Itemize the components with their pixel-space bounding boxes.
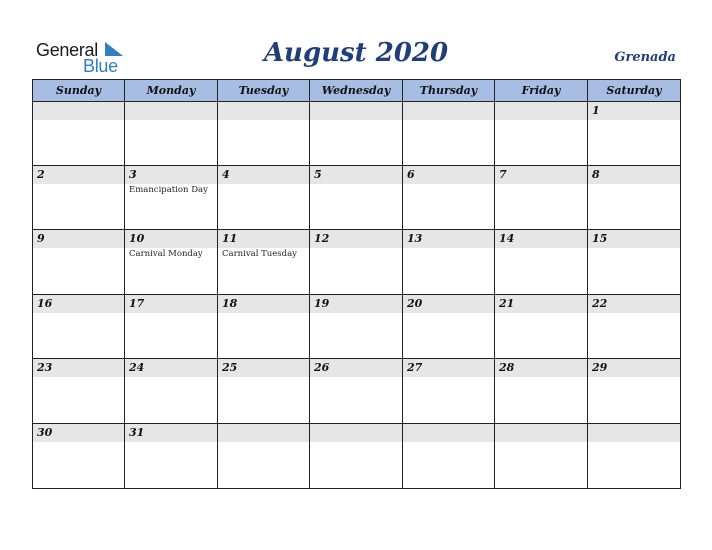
day-number-band: [403, 102, 494, 120]
day-number: 2: [37, 168, 45, 181]
weekday-header-thursday: Thursday: [403, 80, 495, 101]
day-number: 12: [314, 232, 330, 245]
logo-text-general: General: [36, 40, 98, 60]
day-cell: [403, 424, 495, 488]
day-cell: [495, 230, 588, 294]
day-cell: [33, 424, 125, 488]
day-number-band: [310, 166, 402, 184]
day-cell: [218, 166, 310, 229]
day-number-band: [33, 230, 124, 248]
day-number-band: [33, 102, 124, 120]
country-name: Grenada: [614, 50, 676, 65]
day-number: 17: [129, 297, 145, 310]
day-cell: [588, 166, 680, 229]
day-number-band: [218, 102, 309, 120]
day-cell: [33, 166, 125, 229]
day-cell: [588, 295, 680, 358]
holiday-label: Carnival Monday: [129, 249, 203, 259]
day-number: 10: [129, 232, 145, 245]
day-number: 21: [499, 297, 515, 310]
holiday-label: Emancipation Day: [129, 185, 208, 195]
day-cell: [403, 166, 495, 229]
day-number: 5: [314, 168, 322, 181]
day-number-band: [588, 102, 680, 120]
day-cell: [403, 359, 495, 423]
day-cell: [495, 102, 588, 165]
weekday-header-monday: Monday: [125, 80, 218, 101]
day-number-band: [588, 424, 680, 442]
calendar-title: August 2020: [263, 38, 449, 68]
day-number-band: [310, 424, 402, 442]
day-cell: [588, 359, 680, 423]
day-number-band: [218, 424, 309, 442]
weekday-header-friday: Friday: [495, 80, 588, 101]
day-cell: [125, 166, 218, 229]
day-number: 1: [592, 104, 600, 117]
day-number: 25: [222, 361, 238, 374]
day-cell: [495, 424, 588, 488]
day-number: 4: [222, 168, 230, 181]
day-cell: [218, 424, 310, 488]
weekday-header-saturday: Saturday: [606, 84, 662, 97]
day-cell: [310, 359, 403, 423]
day-number: 15: [592, 232, 608, 245]
day-number: 22: [592, 297, 608, 310]
day-cell: [125, 230, 218, 294]
day-cell: [588, 230, 680, 294]
day-number: 13: [407, 232, 423, 245]
day-cell: [310, 102, 403, 165]
day-cell: [33, 359, 125, 423]
day-number: 8: [592, 168, 600, 181]
week-row: [33, 359, 680, 424]
week-row: [33, 230, 680, 295]
day-cell: [218, 102, 310, 165]
day-number: 27: [407, 361, 423, 374]
day-number: 6: [407, 168, 415, 181]
day-cell: [403, 102, 495, 165]
day-number: 11: [222, 232, 238, 245]
day-cell: [33, 102, 125, 165]
week-row: [33, 424, 680, 488]
logo-text-blue: Blue: [83, 56, 118, 76]
weekday-header-tuesday: Tuesday: [218, 80, 310, 101]
day-number: 18: [222, 297, 238, 310]
day-number: 28: [499, 361, 515, 374]
weekday-header-row: [33, 80, 680, 102]
day-cell: [588, 424, 680, 488]
day-cell: [403, 230, 495, 294]
day-cell: [218, 230, 310, 294]
week-row: [33, 166, 680, 230]
day-number: 3: [129, 168, 137, 181]
day-number: 7: [499, 168, 507, 181]
weekday-header-wednesday: Wednesday: [310, 80, 403, 101]
week-row: [33, 102, 680, 166]
weekday-header-sunday: Sunday: [33, 80, 125, 101]
day-number-band: [125, 166, 217, 184]
day-cell: [33, 230, 125, 294]
day-number-band: [495, 424, 587, 442]
day-cell: [218, 359, 310, 423]
day-cell: [310, 230, 403, 294]
day-number: 29: [592, 361, 608, 374]
day-cell: [125, 295, 218, 358]
day-number-band: [495, 166, 587, 184]
day-number: 14: [499, 232, 515, 245]
holiday-label: Carnival Tuesday: [222, 249, 297, 259]
day-number: 16: [37, 297, 53, 310]
day-number-band: [403, 166, 494, 184]
day-number-band: [403, 424, 494, 442]
day-number-band: [125, 102, 217, 120]
day-cell: [125, 102, 218, 165]
day-cell: [125, 424, 218, 488]
day-number-band: [495, 102, 587, 120]
day-cell: [588, 102, 680, 165]
day-cell: [218, 295, 310, 358]
day-number-band: [588, 166, 680, 184]
day-cell: [495, 166, 588, 229]
day-number-band: [310, 102, 402, 120]
day-cell: [495, 295, 588, 358]
day-number: 9: [37, 232, 45, 245]
day-number: 30: [37, 426, 53, 439]
day-cell: [310, 166, 403, 229]
day-number: 24: [129, 361, 145, 374]
week-row: [33, 295, 680, 359]
day-number: 20: [407, 297, 423, 310]
day-number-band: [33, 166, 124, 184]
day-number-band: [218, 166, 309, 184]
day-cell: [403, 295, 495, 358]
day-number: 19: [314, 297, 330, 310]
day-cell: [310, 295, 403, 358]
calendar-grid: [32, 79, 681, 489]
day-cell: [310, 424, 403, 488]
day-cell: [495, 359, 588, 423]
day-cell: [125, 359, 218, 423]
day-number: 26: [314, 361, 330, 374]
day-cell: [33, 295, 125, 358]
day-number: 23: [37, 361, 53, 374]
day-number: 31: [129, 426, 145, 439]
